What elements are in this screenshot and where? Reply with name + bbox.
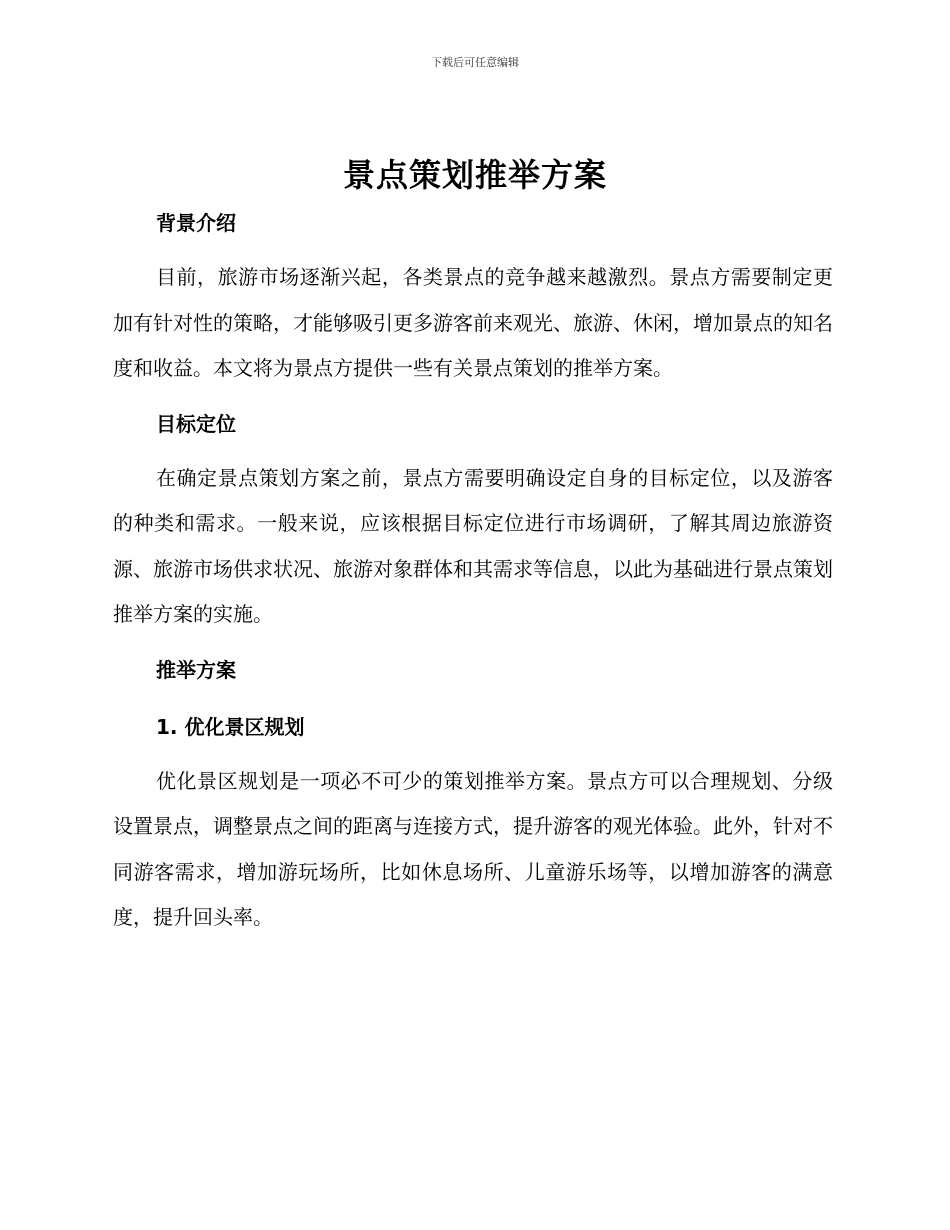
- section-heading-plan: 推举方案: [156, 657, 236, 682]
- section-heading-target: 目标定位: [156, 411, 236, 436]
- subsection-heading-1: 1. 优化景区规划: [156, 714, 305, 739]
- document-body: [113, 203, 833, 941]
- document-title: 景点策划推举方案: [342, 156, 607, 194]
- section-heading-background: 背景介绍: [156, 211, 236, 235]
- header-note: 下载后可任意编辑: [431, 56, 519, 69]
- section-paragraph-target: 在确定景点策划方案之前，景点方需要明确设定自身的目标定位，以及游客的种类和需求。一般来说，应该根据目标定位进行市场调研，了解其周边旅游资源、旅游市场供求状况、旅游对象群体和其需求等信息，以此为基础进行景点策划推举方案的实施。: [113, 465, 833, 626]
- section-paragraph-background: 目前，旅游市场逐渐兴起，各类景点的竞争越来越激烈。景点方需要制定更加有针对性的策略，才能够吸引更多游客前来观光、旅游、休闲，增加景点的知名度和收益。本文将为景点方提供一些有关景点策划的推举方案。: [113, 265, 833, 380]
- subsection-paragraph-1: 优化景区规划是一项必不可少的策划推举方案。景点方可以合理规划、分级设置景点，调整景点之间的距离与连接方式，提升游客的观光体验。此外，针对不同游客需求，增加游玩场所，比如休息场所、儿童游乐场等，以增加游客的满意度，提升回头率。: [113, 768, 833, 929]
